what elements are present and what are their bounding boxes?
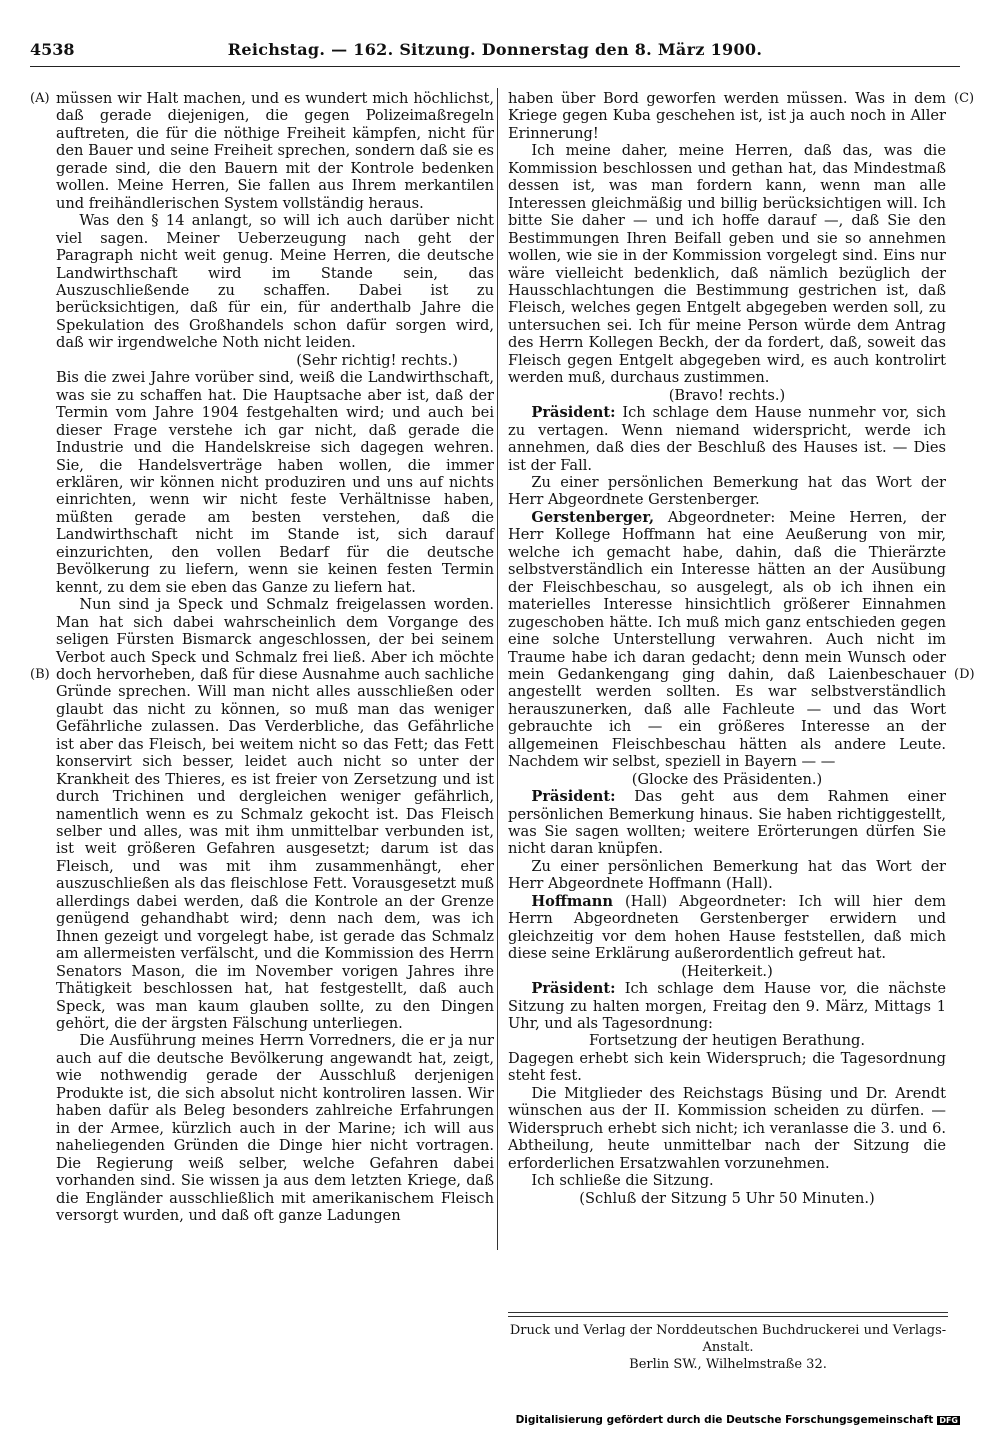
page-header [30,38,960,67]
speaker-name: Gerstenberger, [531,508,655,526]
left-column [56,90,494,1224]
column-divider [497,88,498,1250]
speaker-name: Präsident: [531,980,616,998]
speech-text: Ich schlage dem Hause nunmehr vor, sich zu vertagen. Wenn niemand widerspricht, werde ich annehmen, daß dies der Beschluß des Hauses ist. — Dies ist der Fall. [508,404,946,474]
footer-rule-thin [508,1316,948,1317]
speaker-name: Präsident: [531,404,616,422]
paragraph: Zu einer persönlichen Bemerkung hat das Wort der Herr Abgeordnete Hoffmann (Hall). [508,857,946,893]
interjection: (Heiterkeit.) [681,962,773,980]
interjection: (Bravo! rechts.) [668,386,786,404]
paragraph: Nun sind ja Speck und Schmalz freigelassen worden. Man hat sich dabei wahrscheinlich dem Vorgange des seligen Fürsten Bismarck angeschlossen, der bei seinem Verbot auch Speck und Schmalz frei ließ. Aber ich möchte doch hervorheben, daß für diese Ausnahme auch sachliche Gründe sprechen. Will man nicht alles ausschließen oder glaubt das nicht zu können, so muß man das weniger Gefährliche zulassen. Das Verderbliche, das Gefährliche ist aber das Fleisch, bei weitem nicht so das Fett; das Fett konservirt sich besser, leidet auch nicht so unter der Krankheit des Thieres, es ist freier von Zersetzung und ist durch Trichinen und dergleichen weniger gefährlich, namentlich wenn es zu Schmalz gekocht ist. Das Fleisch selber und alles, was mit ihm unmittelbar verbunden ist, ist weit größeren Gefahren ausgesetzt; darum ist das Fleisch, und was mit ihm zusammenhängt, eher auszuschließen als das fleischlose Fett. Vorausgesetzt muß allerdings dabei werden, daß die Kontrole an der Grenze genügend gehandhabt wird; denn nach dem, was ich Ihnen gezeigt und vorgelegt habe, ist gerade das Schmalz am allermeisten verfälscht, und die Kommission des Herrn Senators Mason, die im November vorigen Jahres ihre Thätigkeit beschlossen hat, hat festgestellt, daß auch Speck, was man kaum glauben sollte, zu den Dingen gehört, die der ärgsten Fälschung unterliegen. [56,596,494,1033]
paragraph: Die Mitglieder des Reichstags Büsing und Dr. Arendt wünschen aus der II. Kommission scheiden zu dürfen. — Widerspruch erhebt sich nicht; ich veranlasse die 3. und 6. Abtheilung, heute unmittelbar nach der Sitzung die erforderlichen Ersatzwahlen vorzunehmen. [508,1084,946,1172]
paragraph: Dagegen erhebt sich kein Widerspruch; die Tagesordnung steht fest. [508,1049,946,1085]
speech-text: Ich schlage dem Hause vor, die nächste Sitzung zu halten morgen, Freitag den 9. März, Mittags 1 Uhr, und als Tagesordnung: [508,980,946,1033]
imprint-line: Berlin SW., Wilhelmstraße 32. [629,1357,827,1372]
speech-text: Abgeordneter: Meine Herren, der Herr Kollege Hoffmann hat eine Aeußerung von mir, welche ich gemacht habe, dahin, daß die Thierärzte selbstverständlich ein Interesse hätten an der Ausübung der Fleischbeschau, so ausgelegt, als ob ich ihnen ein materielles Interesse hinsichtlich größerer Einnahmen zugeschoben hätte. Ich muß mich ganz entschieden gegen eine solche Unterstellung verwahren. Auch nicht im Traume habe ich daran gedacht; denn mein Wunsch oder mein Gedankengang ging dahin, daß Laienbeschauer angestellt werden sollten. Es war selbstverständlich herauszunerken, daß alle Fachleute — und das Wort gebrauchte ich — ein größeres Interesse an der allgemeinen Fleischbeschau hätten als andere Leute. Nachdem wir selbst, speziell in Bayern — — [508,508,946,771]
paragraph: Bis die zwei Jahre vorüber sind, weiß die Landwirthschaft, was sie zu schaffen hat. Die Hauptsache aber ist, daß der Termin vom Jahre 1904 festgehalten wird; und auch bei dieser Frage verstehe ich gar nicht, daß gerade die Industrie und die Handelskreise sich dagegen wehren. Sie, die Handelsverträge haben wollen, die immer erklären, wir können nicht produziren und uns auf nichts einrichten, wenn wir nicht feste Verhältnisse haben, müßten gerade am besten verstehen, daß die Landwirthschaft nicht im Stande ist, sich darauf einzurichten, den vollen Bedarf für die deutsche Bevölkerung zu liefern, wenn sie keinen festen Termin kennt, zu dem sie eben das Ganze zu liefern hat. [56,369,494,596]
paragraph: Ich schließe die Sitzung. [531,1172,714,1190]
imprint-line: Druck und Verlag der Norddeutschen Buchdruckerei und Verlags-Anstalt. [509,1323,947,1355]
page-number: 4538 [30,40,75,59]
speech-text: (Hall) Abgeordneter: Ich will hier dem Herrn Abgeordneten Gerstenberger erwidern und gleichzeitig vor dem hohen Hause feststellen, daß mich diese seine Erklärung außerordentlich gefreut hat. [508,892,946,963]
paragraph: Zu einer persönlichen Bemerkung hat das Wort der Herr Abgeordnete Gerstenberger. [508,473,946,509]
speech [508,404,946,474]
running-title: Reichstag. — 162. Sitzung. Donnerstag den 8. März 1900. [227,40,763,59]
speaker-name: Präsident: [531,788,616,806]
dfg-logo-icon: DFG [939,1416,958,1425]
speaker-name: Hoffmann [531,892,613,910]
agenda-item: Fortsetzung der heutigen Berathung. [588,1032,866,1050]
paragraph: Was den § 14 anlangt, so will ich auch darüber nicht viel sagen. Meiner Ueberzeugung nach geht der Paragraph nicht weit genug. Meine Herren, die deutsche Landwirthschaft wird im Stande sein, das Auszuschließende zu schaffen. Dabei ist zu berücksichtigen, daß für ein, für anderthalb Jahre die Spekulation des Großhandels schon dafür sorgen wird, daß wir irgendwelche Noth nicht leiden. [56,212,494,352]
margin-marker-b: (B) [30,667,50,682]
paragraph: müssen wir Halt machen, und es wundert mich höchlichst, daß gerade diejenigen, die gegen Polizeimaßregeln auftreten, die für die nöthige Freiheit kämpfen, nicht für den Bauer und seine Freiheit sprechen, sondern daß sie es gerade sind, die den Bauern mit der Kontrole bedenken wollen. Meine Herren, Sie fallen aus Ihrem merkantilen und freihändlerischen System vollständig heraus. [56,90,494,212]
paragraph: haben über Bord geworfen werden müssen. Was in dem Kriege gegen Kuba geschehen ist, ist ja auch noch in Aller Erinnerung! [508,90,946,142]
speech [508,893,946,963]
margin-marker-c: (C) [954,91,975,106]
digitization-text: Digitalisierung gefördert durch die Deutsche Forschungsgemeinschaft [515,1414,934,1426]
speech [508,788,946,858]
paragraph: Die Ausführung meines Herrn Vorredners, die er ja nur auch auf die deutsche Bevölkerung angewandt hat, zeigt, wie nothwendig gerade der Ausschluß derjenigen Produkte ist, die sich absolut nicht kontroliren lassen. Wir haben dafür als Beleg besonders zahlreiche Erfahrungen in der Armee, kürzlich auch in der Marine; ich will aus naheliegenden Gründen die Dinge hier nicht vortragen. Die Regierung weiß selber, welche Gefahren dabei vorhanden sind. Sie wissen ja aus dem letzten Kriege, daß die Engländer ausschließlich mit amerikanischem Fleisch versorgt wurden, und daß oft ganze Ladungen [56,1032,494,1224]
margin-marker-d: (D) [954,667,975,682]
margin-marker-a: (A) [30,91,50,106]
footer-rule [508,1312,948,1313]
session-close: (Schluß der Sitzung 5 Uhr 50 Minuten.) [579,1189,875,1207]
imprint [508,1322,948,1373]
paragraph: Ich meine daher, meine Herren, daß das, was die Kommission beschlossen und gethan hat, das Mindestmaß dessen ist, was man fordern kann, wenn man alle Interessen gleichmäßig und billig berücksichtigen will. Ich bitte Sie daher — und ich hoffe darauf —, daß Sie den Bestimmungen Ihren Beifall geben und sie so annehmen wollen, wie sie in der Kommission vorgelegt sind. Eins nur wäre vielleicht bedenklich, daß nämlich bezüglich der Hausschlachtungen die Bestimmung gestrichen ist, daß Fleisch, welches gegen Entgelt abgegeben werden soll, zu untersuchen sei. Ich für meine Person würde dem Antrag des Herrn Kollegen Beckh, der da fordert, daß, soweit das Fleisch gegen Entgelt abgegeben wird, es auch kontrolirt werden muß, durchaus zustimmen. [508,142,946,387]
interjection: (Sehr richtig! rechts.) [296,351,458,369]
right-column [508,90,946,1207]
speech [508,980,946,1032]
speech [508,509,946,771]
speech-text: Das geht aus dem Rahmen einer persönlichen Bemerkung hinaus. Sie haben richtiggestellt, was Sie sagen wollten; weitere Erörterungen dürfen Sie nicht daran knüpfen. [508,788,946,858]
digitization-note [516,1414,960,1426]
interjection: (Glocke des Präsidenten.) [631,770,823,788]
